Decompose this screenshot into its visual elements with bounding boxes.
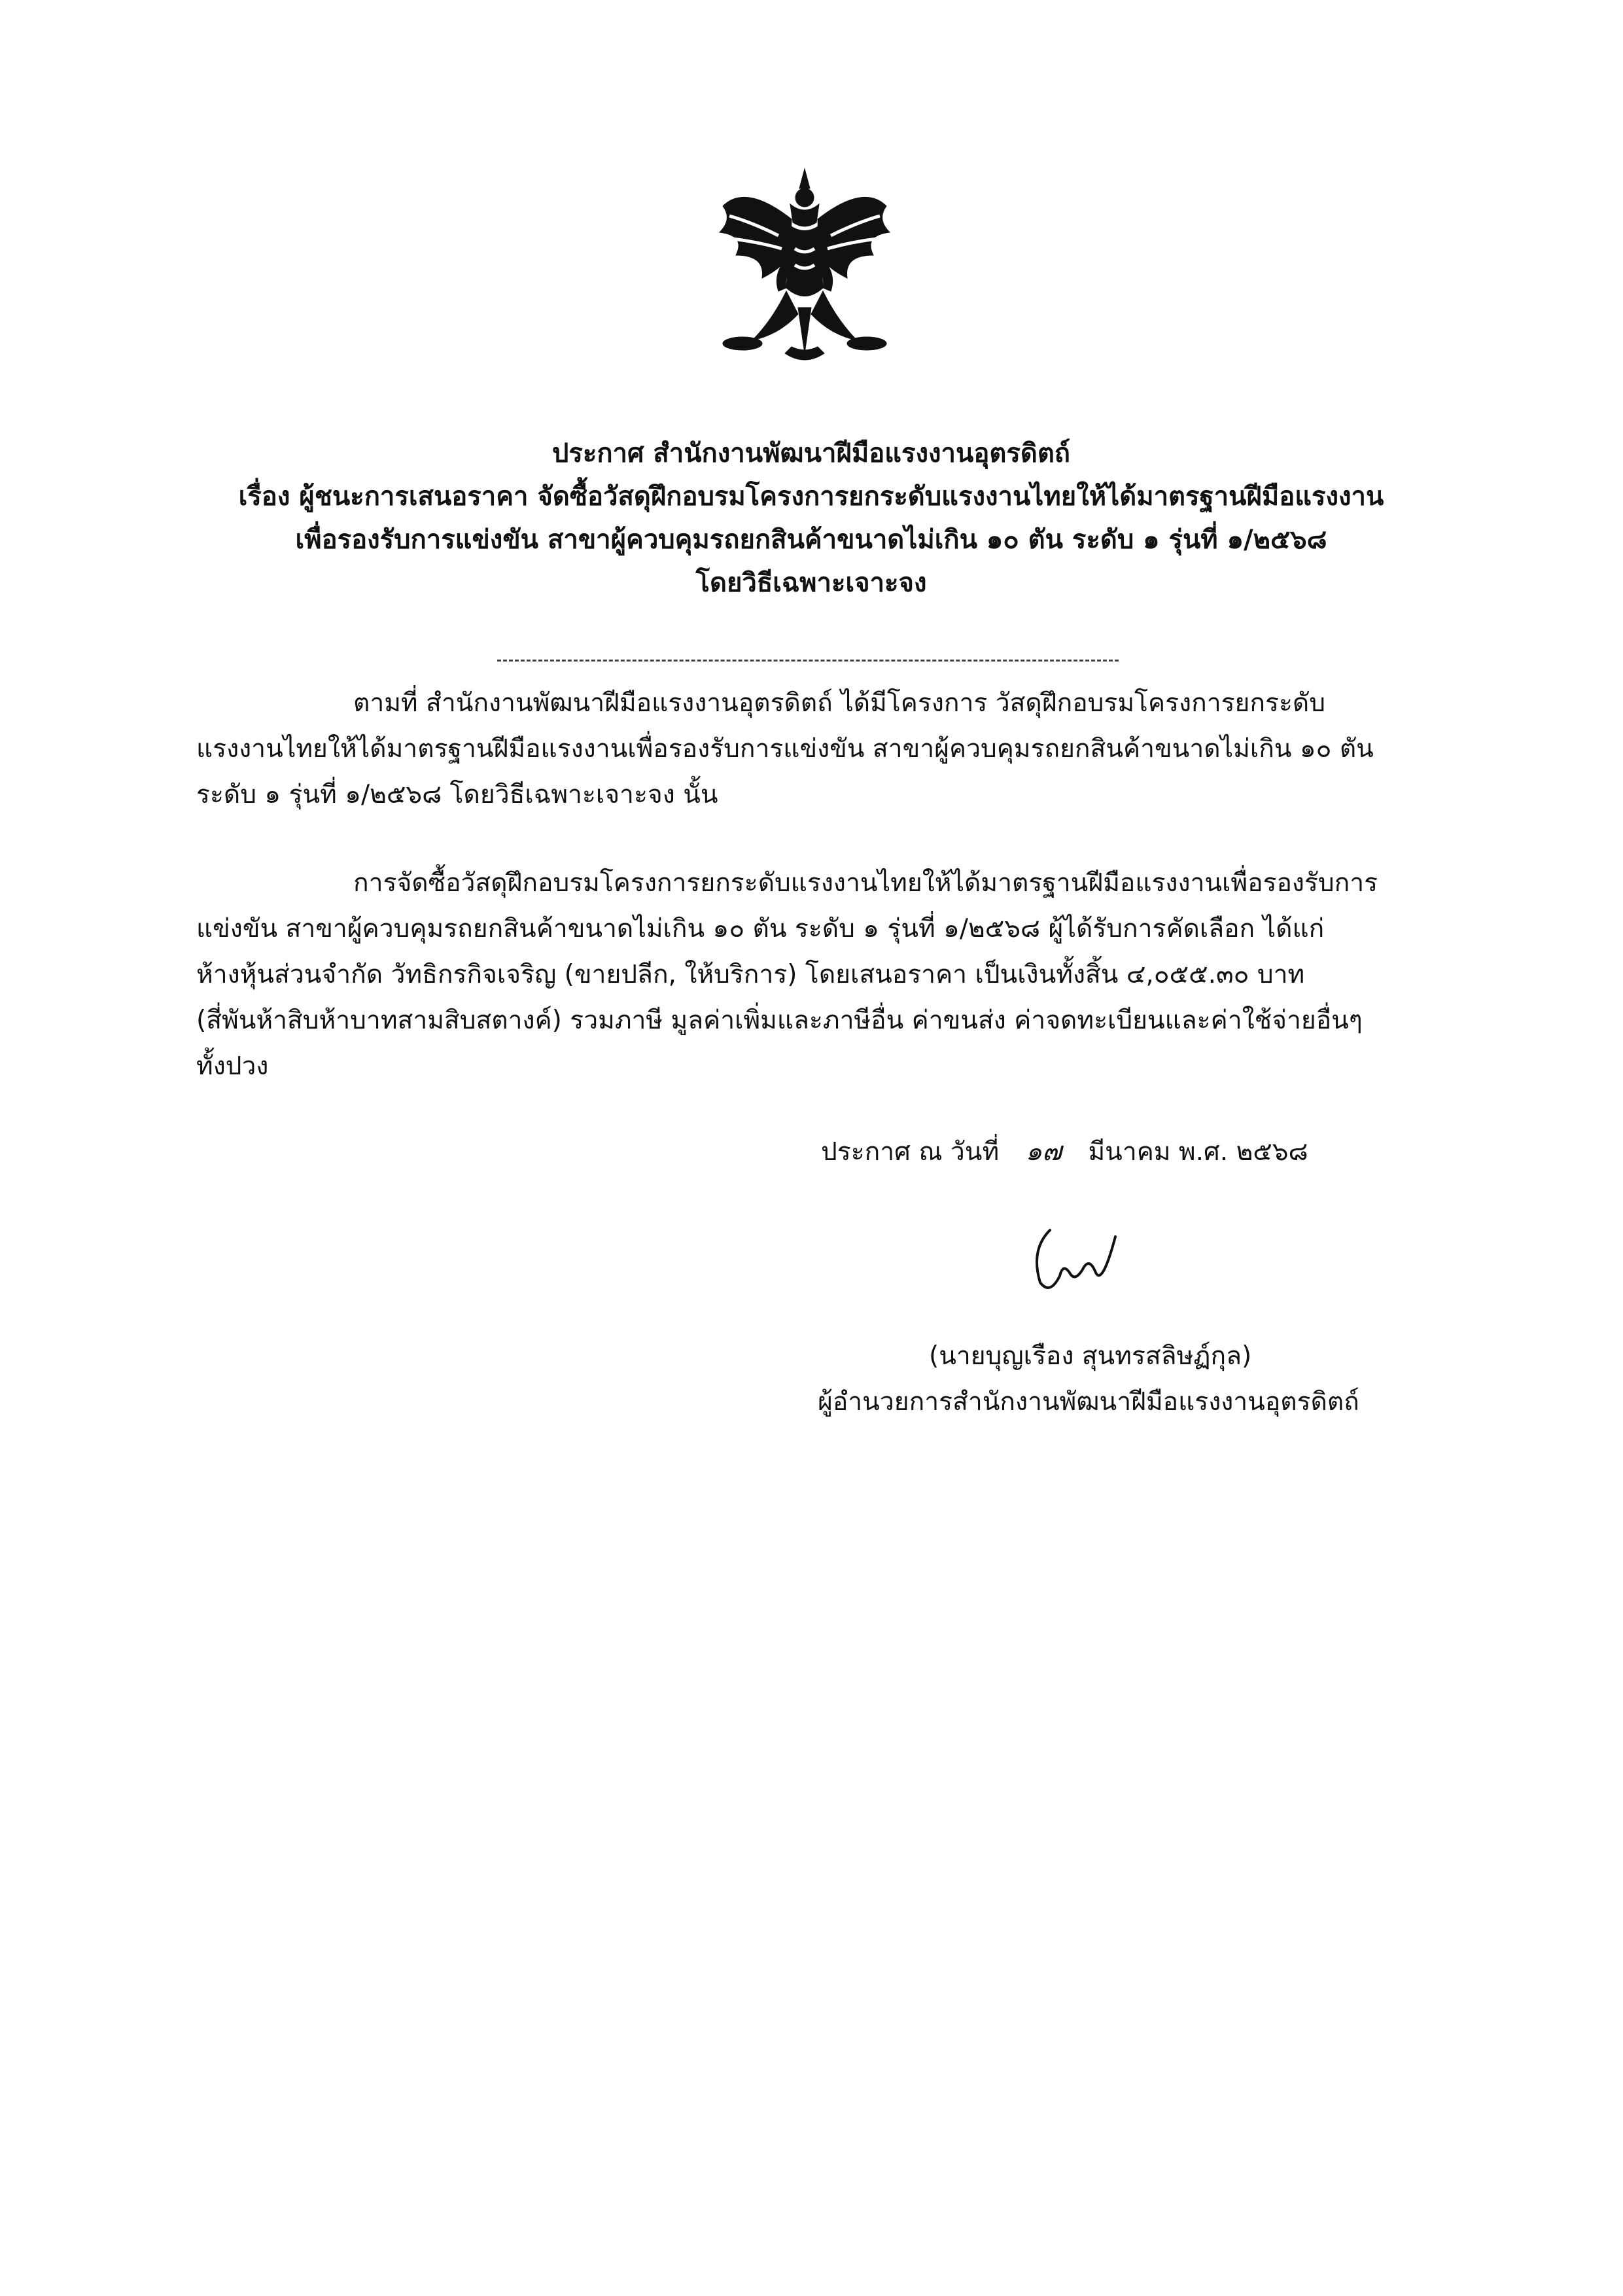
paragraph-2-line-1: การจัดซื้อวัสดุฝึกอบรมโครงการยกระดับแรงงานไทยให้ได้มาตรฐานฝีมือแรงงานเพื่อรองรับการ <box>353 868 1378 898</box>
paragraph-2-line-2: แข่งขัน สาขาผู้ควบคุมรถยกสินค้าขนาดไม่เกิน ๑๐ ตัน ระดับ ๑ รุ่นที่ ๑/๒๕๖๘ ผู้ได้รับการคัดเลือก ได้แก่ <box>196 914 1325 944</box>
title-line-2: เรื่อง ผู้ชนะการเสนอราคา จัดซื้อวัสดุฝึกอบรมโครงการยกระดับแรงงานไทยให้ได้มาตรฐานฝีมือแรงงาน <box>238 482 1384 512</box>
signer-title: ผู้อำนวยการสำนักงานพัฒนาฝีมือแรงงานอุตรดิตถ์ <box>818 1387 1359 1417</box>
date-month-year: มีนาคม พ.ศ. ๒๕๖๘ <box>1088 1137 1308 1167</box>
paragraph-1-line-1: ตามที่ สำนักงานพัฒนาฝีมือแรงงานอุตรดิตถ์ ได้มีโครงการ วัสดุฝึกอบรมโครงการยกระดับ <box>353 688 1325 718</box>
handwritten-signature-icon <box>1024 1210 1135 1302</box>
paragraph-1-line-3: ระดับ ๑ รุ่นที่ ๑/๒๕๖๘ โดยวิธีเฉพาะเจาะจง นั้น <box>196 780 718 809</box>
body-paragraph-2 <box>196 860 1439 1089</box>
announcement-date <box>821 1129 1308 1175</box>
paragraph-2-line-4: (สี่พันห้าสิบห้าบาทสามสิบสตางค์) รวมภาษี มูลค่าเพิ่มและภาษีอื่น ค่าขนส่ง ค่าจดทะเบียนและค่าใช้จ่ายอื่นๆ <box>196 1006 1363 1035</box>
paragraph-2-line-3: ห้างหุ้นส่วนจำกัด วัทธิกรกิจเจริญ (ขายปลีก, ให้บริการ) โดยเสนอราคา เป็นเงินทั้งสิ้น ๔,๐๕๕.๓๐ บาท <box>196 960 1305 989</box>
announcement-title <box>131 432 1492 605</box>
paragraph-1-line-2: แรงงานไทยให้ได้มาตรฐานฝีมือแรงงานเพื่อรองรับการแข่งขัน สาขาผู้ควบคุมรถยกสินค้าขนาดไม่เกิน ๑๐ ตัน <box>196 734 1374 764</box>
paragraph-2-line-5: ทั้งปวง <box>196 1051 269 1081</box>
title-line-3: เพื่อรองรับการแข่งขัน สาขาผู้ควบคุมรถยกสินค้าขนาดไม่เกิน ๑๐ ตัน ระดับ ๑ รุ่นที่ ๑/๒๕๖๘ <box>295 525 1327 555</box>
title-separator <box>497 660 1119 662</box>
garuda-emblem-icon <box>707 157 903 373</box>
title-line-4: โดยวิธีเฉพาะเจาะจง <box>695 568 927 598</box>
date-day: ๑๗ <box>1025 1137 1062 1167</box>
signer-name: (นายบุญเรือง สุนทรสลิษฏ์กุล) <box>929 1341 1252 1371</box>
title-line-1: ประกาศ สำนักงานพัฒนาฝีมือแรงงานอุตรดิตถ์ <box>551 438 1071 468</box>
body-paragraph-1 <box>196 680 1439 818</box>
date-prefix: ประกาศ ณ วันที่ <box>821 1137 1000 1167</box>
